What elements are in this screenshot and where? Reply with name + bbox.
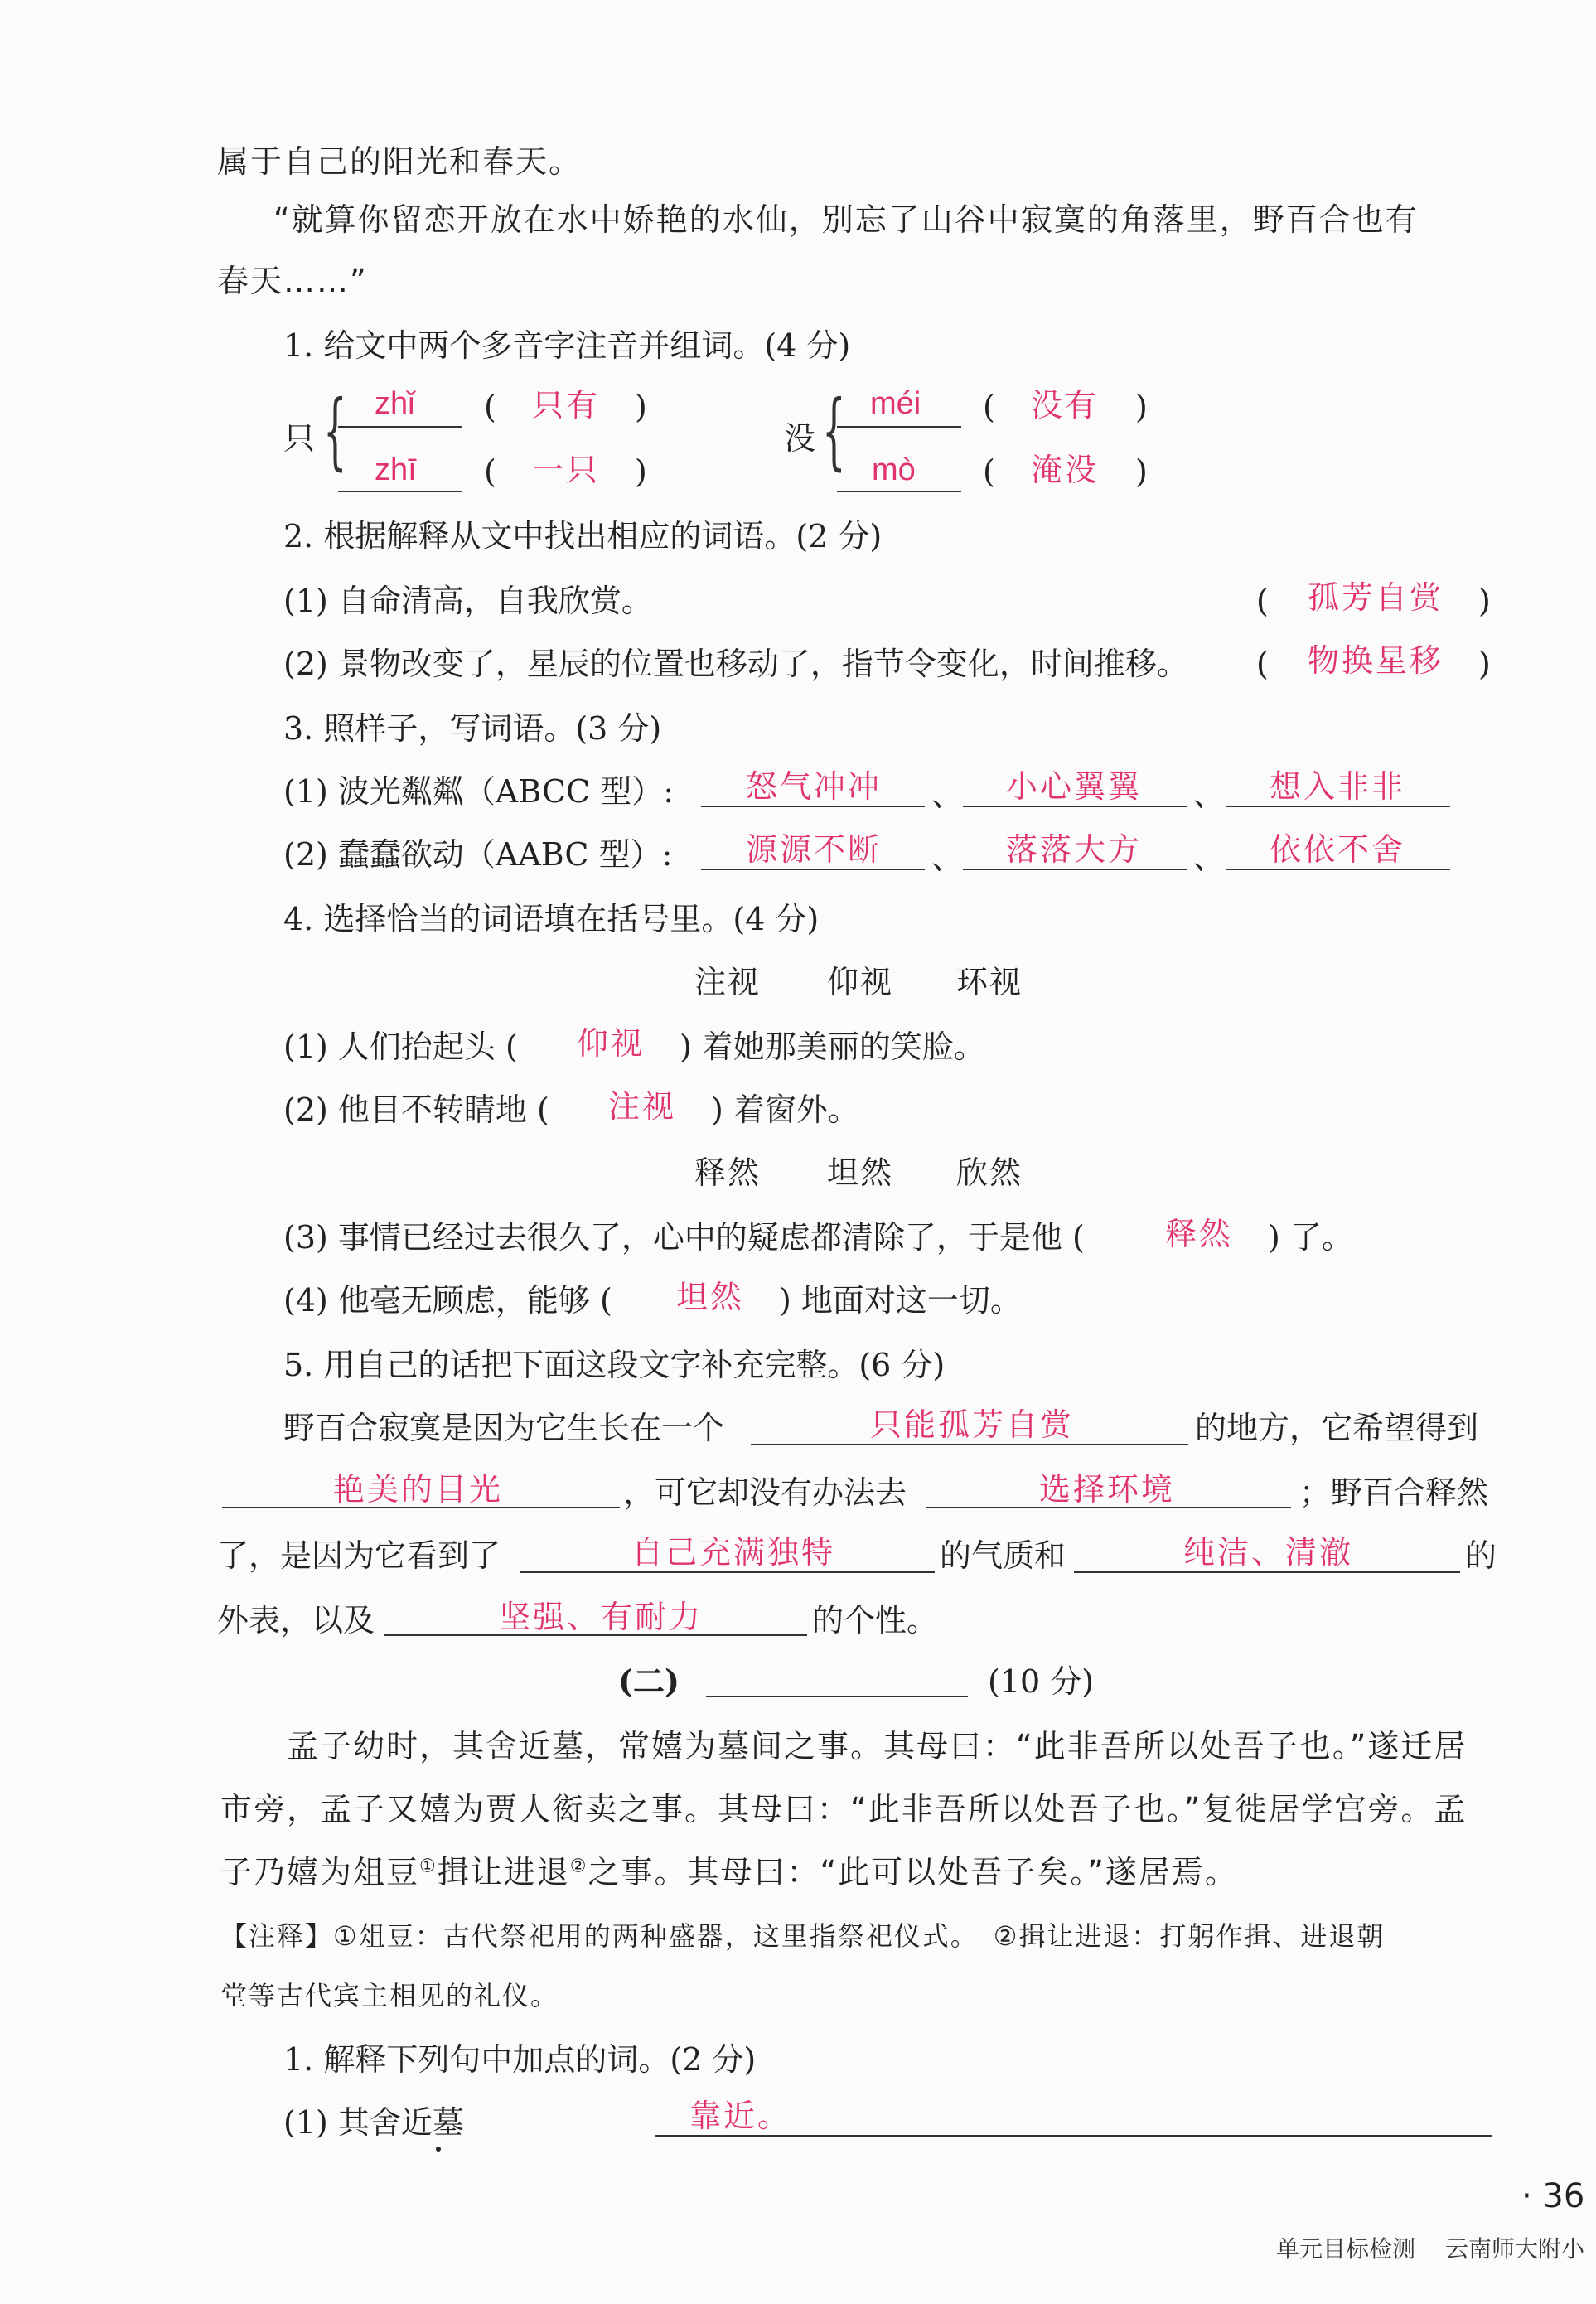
- classical-line-3-a: 子乃嬉为俎豆: [220, 1854, 420, 1890]
- classical-line-1: 孟子幼时，其舍近墓，常嬉为墓间之事。其母曰：“此非吾所以处吾子也。”遂迁居: [287, 1728, 1468, 1764]
- q1-a-pinyin-2: zhī: [375, 453, 417, 487]
- q1-b-line-2: [837, 491, 961, 492]
- q4-s2-post: ) 着窗外。: [711, 1091, 859, 1128]
- q3-item-2: (2) 蠢蠢欲动（AABC 型）:: [283, 836, 673, 873]
- q3-1-sep-2: 、: [1193, 777, 1226, 813]
- q1-b-pinyin-1: méi: [870, 386, 921, 421]
- q5-l2-mid: ，可它却没有办法去: [623, 1474, 907, 1511]
- section-2-score: (10 分): [988, 1663, 1095, 1700]
- q3-2-answer-1: 源源不断: [746, 831, 883, 868]
- q3-prompt: 3. 照样子，写词语。(3 分): [283, 710, 662, 747]
- q4-option-1-3: 环视: [956, 964, 1023, 1000]
- q5-l4-post: 的个性。: [812, 1602, 939, 1638]
- q5-l4-answer: 坚强、有耐力: [499, 1599, 704, 1635]
- q1-b-paren-close-2: ): [1135, 453, 1148, 490]
- q1-a-paren-close-2: ): [635, 453, 647, 490]
- cq1-prompt: 1. 解释下列句中加点的词。(2 分): [283, 2041, 757, 2078]
- q5-l1-pre: 野百合寂寞是因为它生长在一个: [283, 1410, 725, 1446]
- q3-2-line-1: [701, 869, 925, 870]
- footnote-ref-2: ②: [569, 1856, 588, 1877]
- footnote-ref-1: ①: [419, 1856, 438, 1877]
- q5-l1-line: [751, 1444, 1188, 1445]
- q1-a-word-1: 只有: [532, 387, 601, 424]
- q1-prompt: 1. 给文中两个多音字注音并组词。(4 分): [283, 327, 851, 364]
- q3-1-answer-2: 小心翼翼: [1006, 768, 1143, 805]
- q5-l3-mid: 的气质和: [940, 1537, 1066, 1574]
- emphasis-dot: [436, 2147, 441, 2152]
- q3-item-1: (1) 波光粼粼（ABCC 型）:: [283, 773, 675, 810]
- q4-s2-answer: 注视: [608, 1088, 677, 1125]
- q5-l1-post: 的地方，它希望得到: [1195, 1410, 1479, 1446]
- q3-1-sep-1: 、: [931, 777, 964, 813]
- q2-answer-1: 孤芳自赏: [1308, 579, 1444, 616]
- q4-s3-pre: (3) 事情已经过去很久了，心中的疑虑都清除了，于是他 (: [283, 1219, 1085, 1256]
- footer-unit-label: 单元目标检测: [1276, 2235, 1416, 2263]
- q3-2-line-2: [963, 869, 1187, 870]
- q2-item-1: (1) 自命清高，自我欣赏。: [283, 583, 653, 619]
- q1-b-paren-close-1: ): [1135, 389, 1148, 425]
- q1-char-mei: 没: [784, 420, 816, 457]
- q4-s1-post: ) 着她那美丽的笑脸。: [680, 1029, 985, 1065]
- q5-l3-line-1: [520, 1571, 935, 1573]
- q5-prompt: 5. 用自己的话把下面这段文字补充完整。(6 分): [283, 1347, 946, 1383]
- q2-paren-open-1: (: [1256, 583, 1269, 619]
- q3-1-answer-1: 怒气冲冲: [746, 768, 883, 805]
- q1-a-paren-close-1: ): [635, 389, 647, 425]
- cq1-item-1: (1) 其舍近墓: [283, 2104, 464, 2141]
- q5-l2-line-1: [222, 1507, 620, 1508]
- q3-2-answer-3: 依依不舍: [1270, 831, 1406, 868]
- q4-option-2-3: 欣然: [956, 1154, 1023, 1191]
- q5-l4-line: [384, 1634, 807, 1636]
- note-line-1: 【注释】①俎豆：古代祭祀用的两种盛器，这里指祭祀仪式。 ②揖让进退：打躬作揖、进退朝: [220, 1920, 1386, 1952]
- q5-l2-answer-2: 选择环境: [1039, 1471, 1176, 1508]
- q5-l3-pre: 了，是因为它看到了: [217, 1537, 501, 1574]
- q4-option-2-2: 坦然: [827, 1154, 894, 1191]
- cq1-answer-line: [655, 2135, 1492, 2137]
- q4-option-2-1: 释然: [694, 1154, 762, 1191]
- classical-line-3: [220, 1856, 1238, 1888]
- q4-prompt: 4. 选择恰当的词语填在括号里。(4 分): [283, 901, 820, 937]
- q5-l3-answer-1: 自己充满独特: [631, 1534, 836, 1571]
- footer-school-label: 云南师大附小: [1445, 2235, 1585, 2263]
- q3-2-line-3: [1226, 869, 1450, 870]
- q1-brace-b: {: [822, 382, 846, 479]
- q1-a-paren-open-2: (: [484, 453, 496, 490]
- q2-paren-close-1: ): [1478, 583, 1491, 619]
- q5-l3-post: 的: [1465, 1537, 1497, 1574]
- q3-2-sep-2: 、: [1193, 840, 1226, 876]
- q5-l3-line-2: [1074, 1571, 1460, 1573]
- section-2-label: (二): [618, 1663, 680, 1700]
- classical-line-2: 市旁，孟子又嬉为贾人衒卖之事。其母曰：“此非吾所以处吾子也。”复徙居学宫旁。孟: [220, 1791, 1468, 1827]
- section-2-title-line: [706, 1696, 968, 1697]
- q2-paren-close-2: ): [1478, 646, 1491, 682]
- classical-line-3-c: 之事。其母曰：“此可以处吾子矣。”遂居焉。: [588, 1854, 1238, 1890]
- q1-b-pinyin-2: mò: [872, 453, 916, 487]
- passage-line-1: 属于自己的阳光和春天。: [217, 143, 583, 180]
- q1-a-word-2: 一只: [532, 452, 601, 488]
- q5-l4-pre: 外表，以及: [217, 1602, 375, 1638]
- q3-1-line-3: [1226, 806, 1450, 807]
- q1-b-word-1: 没有: [1031, 387, 1100, 424]
- q4-s4-post: ) 地面对这一切。: [779, 1282, 1022, 1319]
- q4-s1-answer: 仰视: [577, 1025, 646, 1062]
- q4-s1-pre: (1) 人们抬起头 (: [283, 1029, 518, 1065]
- q5-l1-answer: 只能孤芳自赏: [870, 1406, 1075, 1443]
- q5-l2-post: ；野百合释然: [1299, 1474, 1489, 1511]
- cq1-answer-1: 靠近。: [689, 2098, 792, 2134]
- q3-2-answer-2: 落落大方: [1006, 831, 1143, 868]
- page-number: · 36: [1521, 2177, 1585, 2215]
- q5-l3-answer-2: 纯洁、清澈: [1183, 1534, 1354, 1571]
- q2-paren-open-2: (: [1256, 646, 1269, 682]
- q2-prompt: 2. 根据解释从文中找出相应的词语。(2 分): [283, 518, 883, 554]
- q5-l2-answer-1: 艳美的目光: [333, 1471, 504, 1508]
- q1-a-line-1: [338, 426, 462, 428]
- q4-s4-pre: (4) 他毫无顾虑，能够 (: [283, 1282, 612, 1319]
- q2-answer-2: 物换星移: [1308, 642, 1444, 679]
- q1-a-paren-open-1: (: [484, 389, 496, 425]
- note-line-2: 堂等古代宾主相见的礼仪。: [220, 1980, 559, 2011]
- q3-1-answer-3: 想入非非: [1270, 768, 1406, 805]
- q2-item-2: (2) 景物改变了，星辰的位置也移动了，指节令变化，时间推移。: [283, 646, 1188, 682]
- q4-option-1-2: 仰视: [827, 964, 894, 1000]
- q4-option-1-1: 注视: [694, 964, 762, 1000]
- q4-s4-answer: 坦然: [676, 1279, 745, 1315]
- q3-2-sep-1: 、: [931, 840, 964, 876]
- q1-b-paren-open-2: (: [983, 453, 995, 490]
- q3-1-line-2: [963, 806, 1187, 807]
- passage-line-3: 春天……”: [217, 263, 368, 299]
- q4-s2-pre: (2) 他目不转睛地 (: [283, 1091, 549, 1128]
- q1-b-line-1: [837, 426, 961, 428]
- q5-l2-line-2: [926, 1507, 1291, 1508]
- q1-b-paren-open-1: (: [983, 389, 995, 425]
- classical-line-3-b: 揖让进退: [437, 1854, 570, 1890]
- q1-a-line-2: [338, 491, 462, 492]
- passage-line-2: “就算你留恋开放在水中娇艳的水仙，别忘了山谷中寂寞的角落里，野百合也有: [273, 201, 1419, 238]
- q1-char-zhi: 只: [283, 420, 316, 457]
- q3-1-line-1: [701, 806, 925, 807]
- q1-brace-a: {: [323, 382, 347, 479]
- q1-b-word-2: 淹没: [1031, 452, 1100, 488]
- q4-s3-post: ) 了。: [1268, 1219, 1353, 1256]
- q4-s3-answer: 释然: [1165, 1216, 1234, 1252]
- q1-a-pinyin-1: zhǐ: [375, 386, 415, 421]
